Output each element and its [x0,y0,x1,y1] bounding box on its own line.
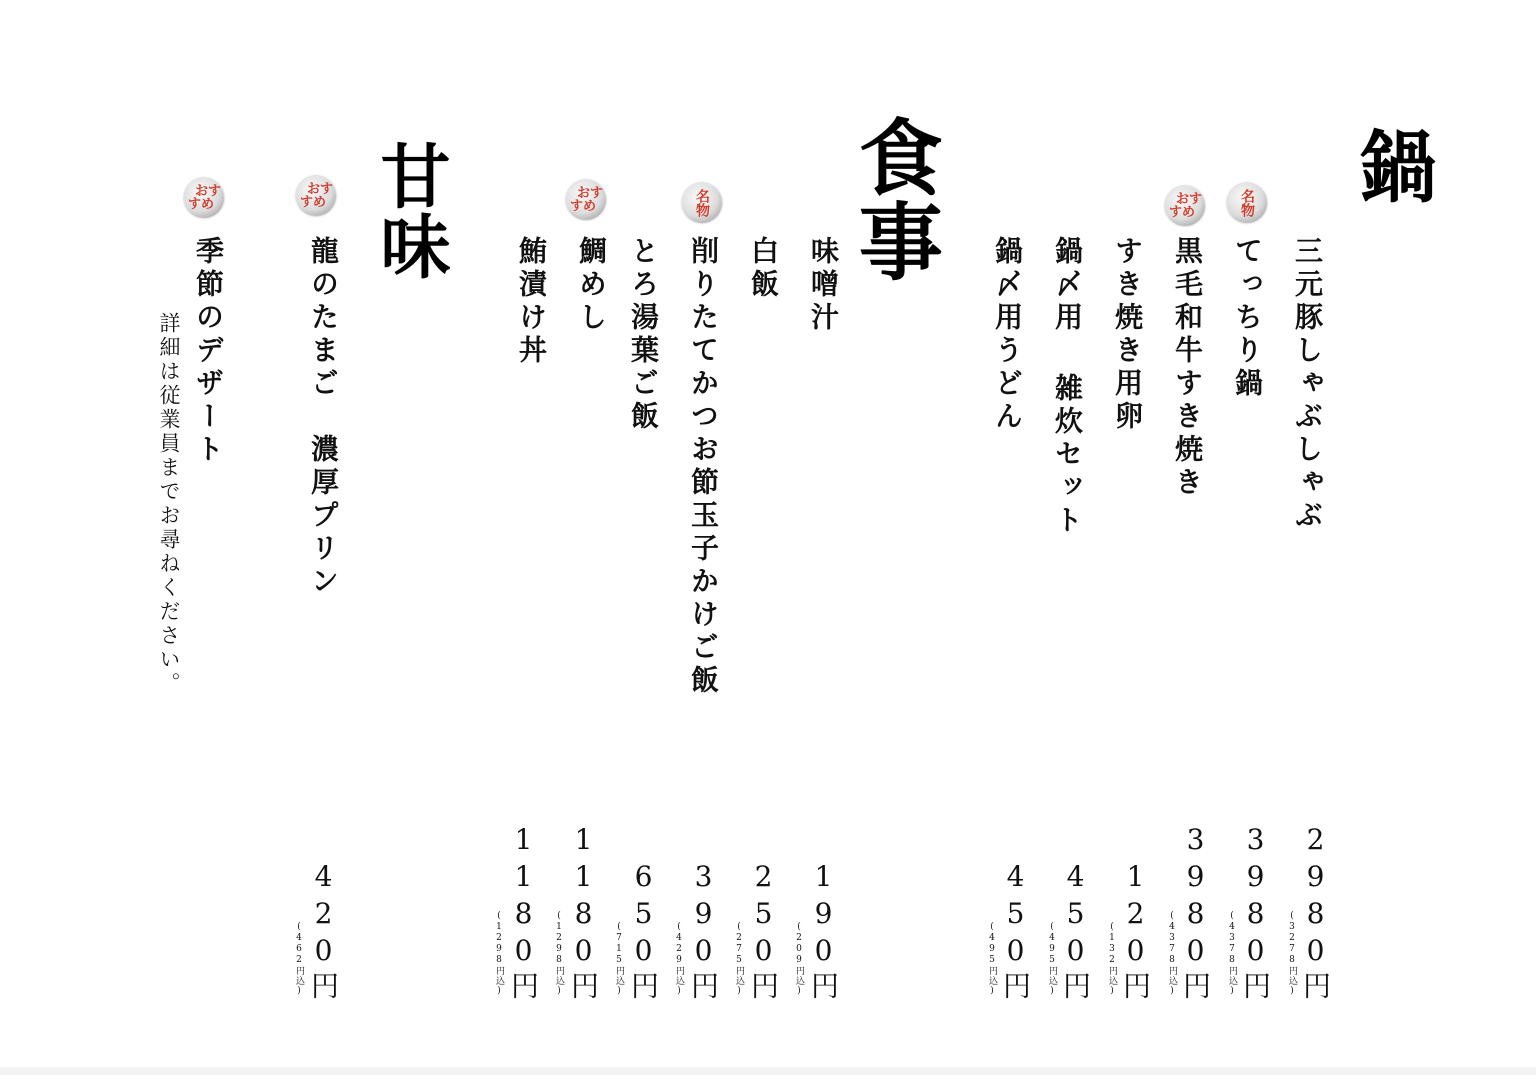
osusume-badge-line1: おす [576,186,603,201]
osusume-badge-line2: すめ [299,195,326,210]
osusume-badge-line2: すめ [1168,205,1195,220]
menu-item-tax: (4378円込) [1227,911,1237,997]
menu-item-name: 白飯 [747,236,780,302]
menu-item-price: 1180円 [567,823,600,1003]
osusume-badge [296,176,336,216]
meibutsu-badge [682,183,722,223]
meibutsu-badge-text: 名物 [694,189,710,217]
meibutsu-badge-text: 名物 [1239,189,1255,217]
menu-item-tax: (715円込) [614,922,624,997]
menu-item-name: 龍のたまご 濃厚プリン [307,236,340,599]
menu-item-price: 420円 [307,860,340,1003]
menu-item-tax: (462円込) [294,922,304,997]
menu-item-name: 黒毛和牛すき焼き [1171,236,1204,500]
osusume-badge-line1: おす [194,184,221,199]
menu-item-name: てっちり鍋 [1231,236,1264,401]
menu-item-tax: (275円込) [734,922,744,997]
menu-item-price: 3980円 [1239,823,1272,1003]
menu-item-price: 390円 [687,860,720,1003]
menu-item-name: 三元豚しゃぶしゃぶ [1291,236,1324,533]
menu-item-name: 削りたてかつお節玉子かけご飯 [687,236,720,698]
menu-item-price: 250円 [747,860,780,1003]
menu-item-price: 450円 [1059,860,1092,1003]
menu-item-price: 2980円 [1299,823,1332,1003]
menu-item-name: 味噌汁 [807,236,840,335]
osusume-badge-line1: おす [306,182,333,197]
meibutsu-badge [1227,183,1267,223]
menu-item-tax: (1298円込) [554,911,564,997]
menu-item-name: 鍋〆用 雑炊セット [1051,236,1084,538]
menu-item-tax: (209円込) [794,922,804,997]
osusume-badge [184,178,224,218]
menu-item-price: 3980円 [1179,823,1212,1003]
menu-item-name: 季節のデザート [192,236,225,467]
menu-item-name: 鯛めし [575,236,608,335]
menu-item-tax: (495円込) [1047,922,1057,997]
osusume-badge-line2: すめ [187,197,214,212]
menu-item-price: 120円 [1119,860,1152,1003]
menu-item-price: 1180円 [507,823,540,1003]
menu-item-tax: (3278円込) [1287,911,1297,997]
menu-item-price: 650円 [627,860,660,1003]
menu-item-tax: (495円込) [987,922,997,997]
osusume-badge [566,180,606,220]
menu-item-name: とろ湯葉ご飯 [627,236,660,434]
menu-item-name: すき焼き用卵 [1111,236,1144,434]
menu-item-price: 450円 [999,860,1032,1003]
bottom-edge [0,1067,1536,1075]
menu-item-price: 190円 [807,860,840,1003]
heading-nabe: 鍋 [1346,126,1437,204]
menu-item-tax: (4378円込) [1167,911,1177,997]
heading-kanmi: 甘味 [369,140,452,280]
heading-shokuji: 食事 [845,114,945,282]
menu-item-note: 詳細は従業員までお尋ねください。 [157,312,181,696]
menu-item-tax: (132円込) [1107,922,1117,997]
menu-item-name: 鍋〆用うどん [991,236,1024,434]
menu-item-tax: (1298円込) [494,911,504,997]
osusume-badge-line1: おす [1175,192,1202,207]
menu-item-name: 鮪漬け丼 [515,236,548,368]
osusume-badge-line2: すめ [569,199,596,214]
menu-item-tax: (429円込) [674,922,684,997]
osusume-badge [1165,186,1205,226]
